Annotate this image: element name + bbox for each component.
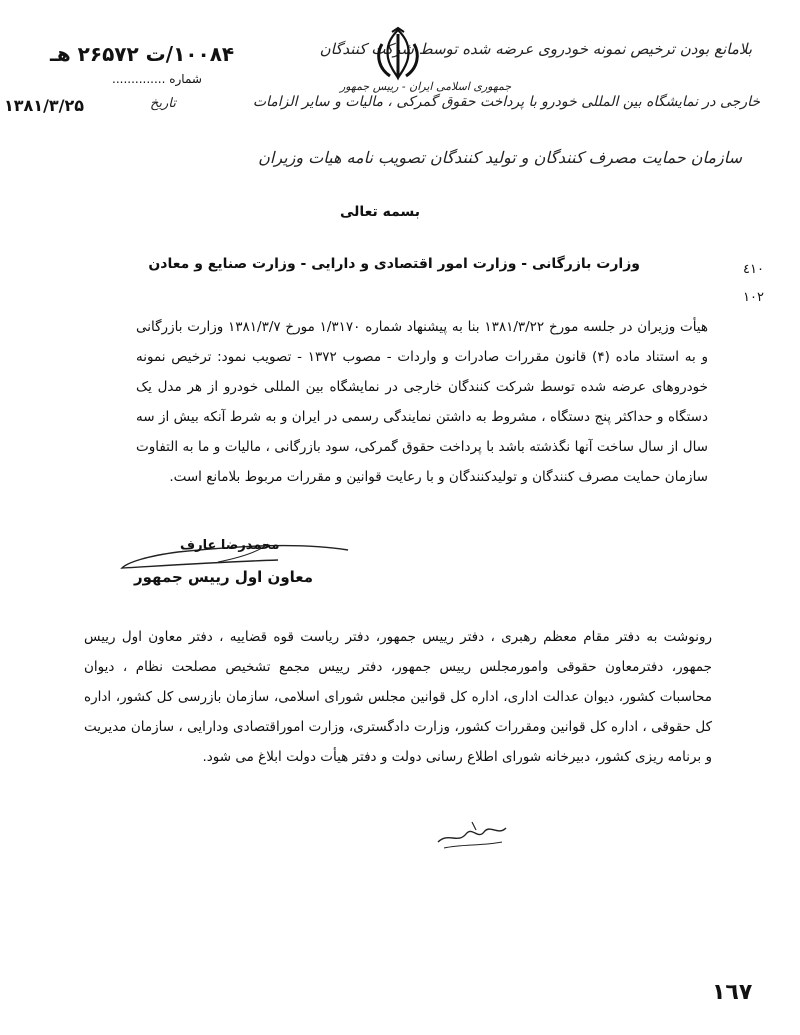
- margin-note-1: ٤١٠: [743, 262, 764, 277]
- number-label: شماره ..............: [112, 72, 202, 86]
- initials-mark: [432, 814, 512, 854]
- body-paragraph: هیأت وزیران در جلسه مورخ ۱۳۸۱/۳/۲۲ بنا به پیشنهاد شماره ۱/۳۱۷۰ مورخ ۱۳۸۱/۳/۷ وزارت بازرگانی و به استناد ماده (۴) قانون مقررات صادرات و واردات - مصوب ۱۳۷۲ - تصویب نمود: ترخیص نمونه خودروهای عرضه شده توسط شرکت کنندگان خارجی در نمایشگاه بین المللی خودرو از هر مدل یک دستگاه و حداکثر پنج دستگاه ، مشروط به داشتن نمایندگی رسمی در ایران و به شرط آنکه بیش از سه سال از سال ساخت آنها نگذشته باشد با پرداخت حقوق گمرکی، سود بازرگانی ، مالیات و ما به التفاوت سازمان حمایت مصرف کنندگان و تولیدکنندگان و با رعایت قوانین و مقررات مربوط بلامانع است.: [136, 319, 709, 485]
- iran-emblem-icon: [368, 24, 428, 84]
- recipients-line: وزارت بازرگانی - وزارت امور اقتصادی و دارایی - وزارت صنایع و معادن: [148, 256, 640, 272]
- margin-note-2: ١٠٢: [743, 290, 764, 305]
- date-label: تاریخ: [150, 96, 176, 111]
- cc-paragraph: رونوشت به دفتر مقام معظم رهبری ، دفتر رییس جمهور، دفتر ریاست قوه قضاییه ، دفتر معاون اول رییس جمهور، دفترمعاون حقوقی وامورمجلس رییس جمهور، دفتر رییس مجمع تشخیص مصلحت نظام ، دیوان محاسبات کشور، دیوان عدالت اداری، اداره کل قوانین مجلس شورای اسلامی، سازمان بازرسی کل کشور، اداره کل حقوقی ، اداره کل قوانین ومقررات کشور، وزارت دادگستری، وزارت اموراقتصادی ودارایی ، سازمان مدیریت و برنامه ریزی کشور، دبیرخانه شورای اطلاع رسانی دولت و دفتر هیأت دولت ابلاغ می شود.: [84, 629, 712, 765]
- header-handwritten-line-2: خارجی در نمایشگاه بین المللی خودرو با پرداخت حقوق گمرکی ، مالیات و سایر الزامات: [252, 94, 760, 110]
- reference-number: ۱۰۰۸۴/ت ۲۶۵۷۲ هـ: [50, 42, 235, 66]
- bismillah-heading: بسمه تعالی: [339, 204, 421, 220]
- emblem-caption: جمهوری اسلامی ایران - رییس جمهور: [340, 80, 512, 93]
- header-handwritten-line-1: بلامانع بودن ترخیص نمونه خودروی عرضه شده توسط شرکت کنندگان: [319, 40, 752, 58]
- date-value: ۱۳۸۱/۳/۲۵: [4, 96, 85, 115]
- header-handwritten-line-3: سازمان حمایت مصرف کنندگان و تولید کنندگان تصویب نامه هیات وزیران: [258, 148, 742, 167]
- signatory-name: محمدرضا عارف: [180, 538, 280, 553]
- signatory-title: معاون اول رییس جمهور: [134, 568, 314, 586]
- page-number: ١٦٧: [712, 980, 753, 1005]
